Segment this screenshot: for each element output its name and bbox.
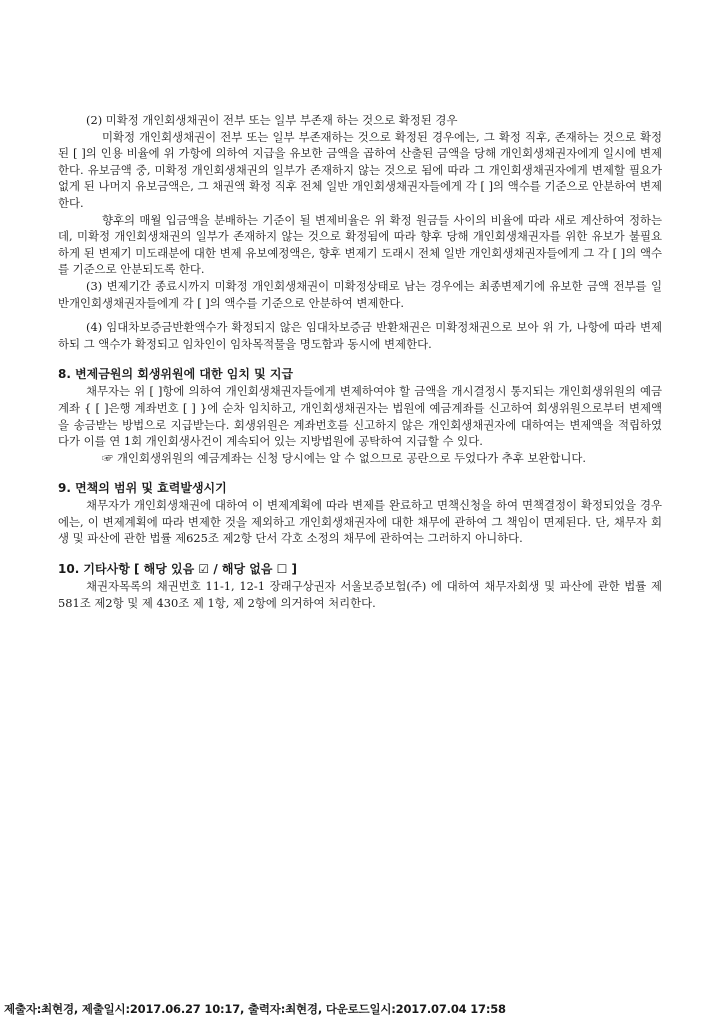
section10-heading-prefix: 10. 기타사항 [ 해당 있음 (58, 562, 199, 577)
spacer (58, 352, 662, 366)
spacer (58, 466, 662, 480)
section7-item2-body: 미확정 개인회생채권이 전부 또는 일부 부존재하는 것으로 확정된 경우에는, 그 확정 직후, 존재하는 것으로 확정된 [ ]의 인용 비율에 위 가항에 의하여 지급을 유보한 금액을 곱하여 산출된 금액을 당해 개인회생채권자에게 일시에 변제한다. 유보금액 중, 미확정 개인회생채권의 일부가 존재하지 않는 것으로 됨에 따라 그 개인회생채권자에게 변제할 필요가 없게 된 나머지 유보금액은, 그 채권액 확정 직후 전체 일반 개인회생채권자들에게 각 [ ]의 액수를 기준으로 안분하여 변제한다. (58, 129, 662, 210)
section10-heading-middle: / 해당 없음 (209, 562, 277, 577)
section10-heading-suffix: ] (287, 562, 298, 577)
section7-item2-title: (2) 미확정 개인회생채권이 전부 또는 일부 부존재 하는 것으로 확정된 경우 (86, 113, 458, 127)
section10-heading (58, 561, 662, 578)
document-page (58, 112, 662, 611)
spacer (58, 311, 662, 319)
unchecked-box-icon: ☐ (276, 562, 288, 577)
submission-footer: 제출자:최현경, 제출일시:2017.06.27 10:17, 출력자:최현경, 다운로드일시:2017.07.04 17:58 (4, 1002, 506, 1016)
section7-item4: (4) 임대차보증금반환액수가 확정되지 않은 임대차보증금 반환채권은 미확정채권으로 보아 위 가, 나항에 따라 변제하되 그 액수가 확정되고 임차인이 임차목적물을 명도함과 동시에 변제한다. (58, 320, 662, 351)
checked-box-icon: ☑ (198, 562, 210, 577)
section8-body: 채무자는 위 [ ]항에 의하여 개인회생채권자들에게 변제하여야 할 금액을 개시결정시 통지되는 개인회생위원의 예금계좌 { [ ]은행 계좌번호 [ ] }에 순차 임치하고, 개인회생채권자는 법원에 예금계좌를 신고하여 회생위원으로부터 변제액을 송금받는 방법으로 지급받는다. 회생위원은 계좌번호를 신고하지 않은 개인회생채권자에 대하여는 변제액을 적립하였다가 이를 연 1회 개인회생사건이 계속되어 있는 지방법원에 공탁하여 지급할 수 있다. (58, 384, 662, 449)
section8-heading: 8. 변제금원의 회생위원에 대한 임치 및 지급 (58, 367, 294, 382)
section8-note: ☞ 개인회생위원의 예금계좌는 신청 당시에는 알 수 없으므로 공란으로 두었다가 추후 보완합니다. (102, 450, 586, 465)
section7-item3: (3) 변제기간 종료시까지 미확정 개인회생채권이 미확정상태로 남는 경우에는 최종변제기에 유보한 금액 전부를 일반개인회생채권자들에게 각 [ ]의 액수를 기준으로 안분하여 변제한다. (58, 278, 662, 310)
section9-heading: 9. 면책의 범위 및 효력발생시기 (58, 481, 227, 496)
section7-item2-body2: 향후의 매월 입금액을 분배하는 기준이 될 변제비율은 위 확정 원금들 사이의 비율에 따라 새로 계산하여 정하는데, 미확정 개인회생채권의 일부가 존재하지 않는 것으로 확정됨에 따라 향후 당해 개인회생채권자를 위한 유보가 불필요하게 된 변제기 미도래분에 대한 변제 유보예정액은, 향후 변제기 도래시 전체 일반 개인회생채권자들에게 그 각 [ ]의 액수를 기준으로 안분되도록 한다. (58, 212, 662, 277)
section9-body: 채무자가 개인회생채권에 대하여 이 변제계획에 따라 변제를 완료하고 면책신청을 하여 면책결정이 확정되었을 경우에는, 이 변제계획에 따라 변제한 것을 제외하고 개인회생채권자에 대한 채무에 관하여 그 책임이 면제된다. 단, 채무자 회생 및 파산에 관한 법률 제625조 제2항 단서 각호 소정의 채무에 관하여는 그러하지 아니하다. (58, 498, 662, 546)
spacer (58, 547, 662, 561)
section10-body: 채권자목록의 채권번호 11-1, 12-1 장래구상권자 서울보증보험(주) 에 대하여 채무자회생 및 파산에 관한 법률 제 581조 제2항 및 제 430조 제 1항, 제 2항에 의거하여 처리한다. (58, 579, 662, 610)
